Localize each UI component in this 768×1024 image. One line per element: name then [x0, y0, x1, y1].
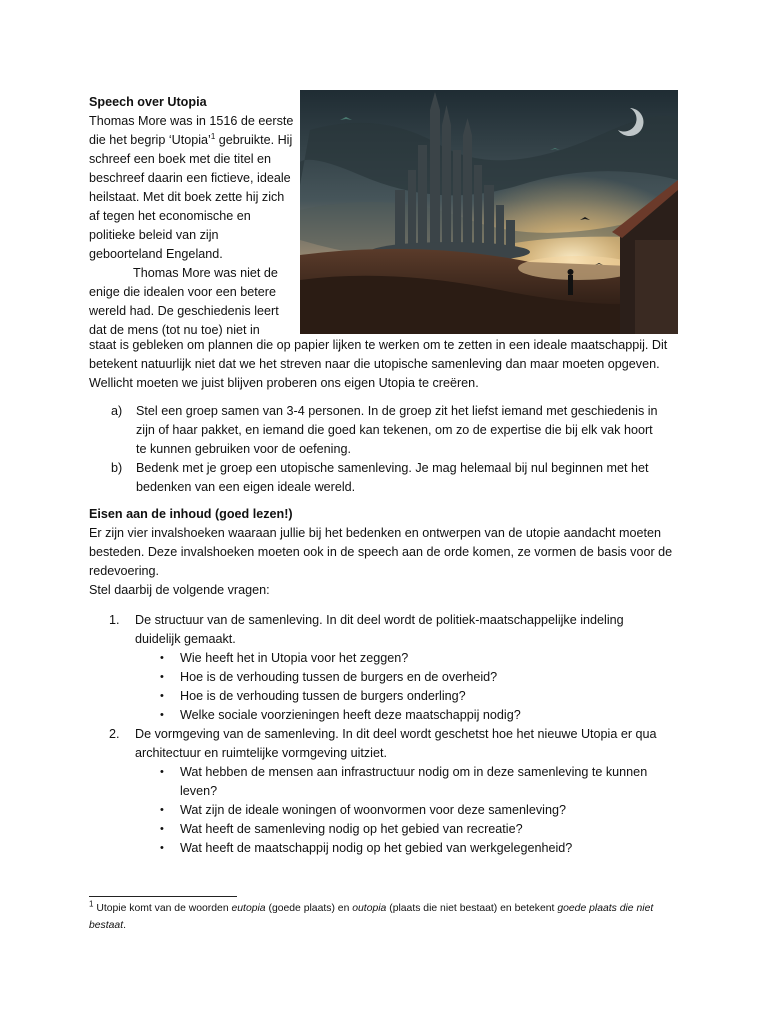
page-title: Speech over Utopia: [89, 95, 207, 109]
step-marker: b): [111, 461, 123, 475]
footnote: [89, 900, 679, 934]
second-paragraph-text: staat is gebleken om plannen die op papier lijken te werken om te zetten in een ideale maatschappij. Dit betekent natuurlijk niet dat we het streven naar die utopische samenleving dan maar moeten opgeven. Wellicht moeten we juist blijven proberen ons eigen Utopia te creëren.: [89, 338, 668, 390]
list-item: [135, 801, 664, 820]
footnote-term-outopia: outopia: [352, 903, 387, 914]
aspects-list: [89, 611, 664, 858]
question-text: Wat hebben de mensen aan infrastructuur nodig om in deze samenleving te kunnen leven?: [180, 765, 648, 798]
intro-paragraph: [89, 112, 294, 264]
list-item: [135, 687, 664, 706]
question-text: Wie heeft het in Utopia voor het zeggen?: [180, 651, 409, 665]
list-item: [135, 668, 664, 687]
bullet-icon: •: [160, 690, 164, 702]
bullet-icon: •: [160, 842, 164, 854]
questions-intro: Stel daarbij de volgende vragen:: [89, 583, 270, 597]
footnote-text: Utopie komt van de woorden: [93, 903, 232, 914]
question-list: [135, 763, 664, 858]
question-text: Wat heeft de maatschappij nodig op het gebied van werkgelegenheid?: [180, 841, 573, 855]
bullet-icon: •: [160, 709, 164, 721]
list-item: [89, 725, 664, 858]
second-paragraph-continued: [89, 336, 679, 393]
bullet-icon: •: [160, 804, 164, 816]
bullet-icon: •: [160, 823, 164, 835]
list-item: [135, 820, 664, 839]
requirements-text: Er zijn vier invalshoeken waaraan jullie bij het bedenken en ontwerpen van de utopie aandacht moeten besteden. Deze invalshoeken moeten ook in de speech aan de orde komen, ze vormen de basis voor de redevoering.: [89, 526, 673, 578]
footnote-reference: 1: [210, 131, 216, 141]
footnote-meaning: goede plaats die niet bestaat: [89, 903, 654, 931]
list-item: [135, 649, 664, 668]
aspect-number: 1.: [109, 613, 120, 627]
footnote-number: 1: [89, 899, 94, 909]
intro-text-continued: gebruikte. Hij schreef een boek met die titel en beschreef daarin een fictieve, ideale heilstaat. Met dit boek zette hij zich af tegen het economische en politieke beleid van zijn geboorteland Engeland.: [89, 133, 293, 261]
step-text: Bedenk met je groep een utopische samenleving. Je mag helemaal bij nul beginnen met het bedenken van een eigen ideale wereld.: [136, 461, 649, 494]
question-text: Hoe is de verhouding tussen de burgers en de overheid?: [180, 670, 498, 684]
footnote-text: (goede plaats) en: [265, 903, 353, 914]
list-item: [135, 706, 664, 725]
list-item: [89, 459, 664, 497]
requirements-section: [89, 505, 679, 600]
bullet-icon: •: [160, 671, 164, 683]
bullet-icon: •: [160, 766, 164, 778]
intro-block: [89, 93, 294, 340]
question-list: [135, 649, 664, 725]
footnote-text: .: [123, 920, 126, 931]
list-item: [89, 611, 664, 725]
footnote-divider: [89, 896, 237, 897]
question-text: Welke sociale voorzieningen heeft deze maatschappij nodig?: [180, 708, 521, 722]
bullet-icon: •: [160, 652, 164, 664]
footnote-term-eutopia: eutopia: [231, 903, 266, 914]
aspect-text: De vormgeving van de samenleving. In dit deel wordt geschetst hoe het nieuwe Utopia er qua architectuur en ruimtelijke vormgeving uitziet.: [135, 727, 657, 760]
question-text: Wat zijn de ideale woningen of woonvormen voor deze samenleving?: [180, 803, 566, 817]
intro-text: Thomas More was in 1516 de eerste die het begrip ‘Utopia’: [89, 114, 294, 147]
second-paragraph-start: Thomas More was niet de enige die idealen voor een betere wereld had. De geschiedenis leert dat de mens (tot nu toe) niet in: [89, 266, 279, 337]
utopia-city-illustration: [300, 90, 678, 334]
question-text: Wat heeft de samenleving nodig op het gebied van recreatie?: [180, 822, 523, 836]
requirements-heading: Eisen aan de inhoud (goed lezen!): [89, 507, 293, 521]
list-item: [135, 763, 664, 801]
aspect-text: De structuur van de samenleving. In dit deel wordt de politiek-maatschappelijke indeling duidelijk gemaakt.: [135, 613, 624, 646]
aspect-number: 2.: [109, 727, 120, 741]
list-item: [135, 839, 664, 858]
question-text: Hoe is de verhouding tussen de burgers onderling?: [180, 689, 466, 703]
step-text: Stel een groep samen van 3-4 personen. In de groep zit het liefst iemand met geschiedenis in zijn of haar pakket, en iemand die goed kan tekenen, om zo de expertise die bij elk vak hoort te kunnen gebruiken voor de oefening.: [136, 404, 658, 456]
step-marker: a): [111, 404, 123, 418]
footnote-text: (plaats die niet bestaat) en betekent: [386, 903, 558, 914]
steps-list: [89, 402, 664, 497]
list-item: [89, 402, 664, 459]
